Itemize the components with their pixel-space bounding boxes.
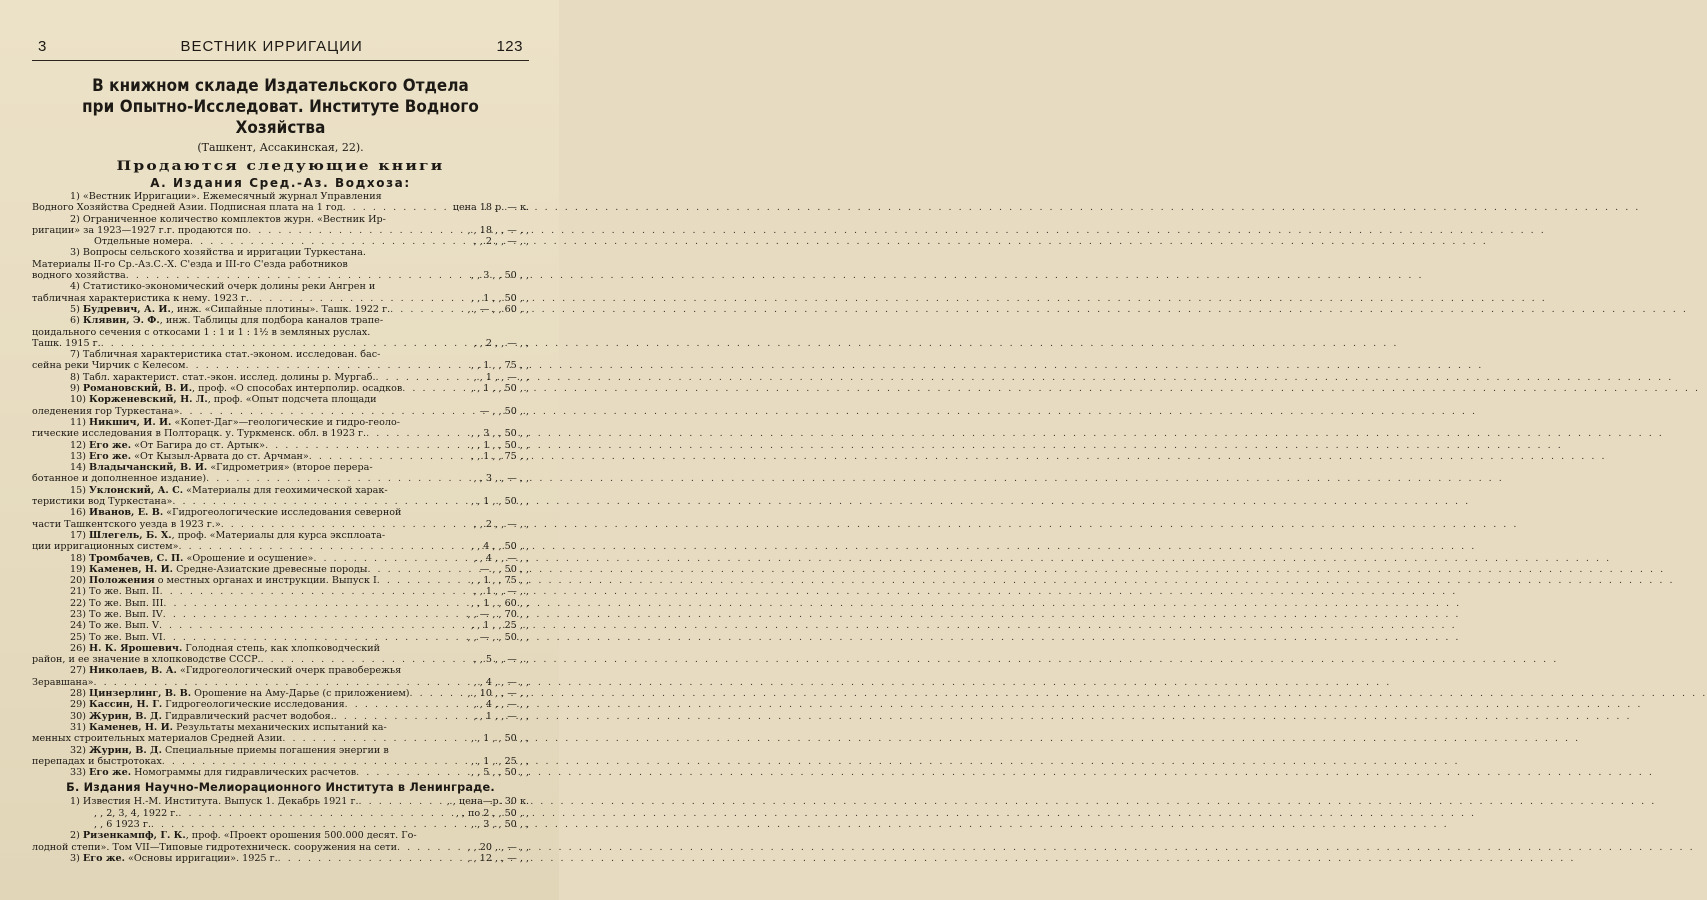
catalog-entry-line xyxy=(32,564,529,575)
catalog-entry-line xyxy=(32,575,529,586)
page-number-left: 3 xyxy=(38,38,47,55)
catalog-entry-line xyxy=(32,440,529,451)
entry-text: 16) Иванов, Е. В. «Гидрогеологические исследования северной xyxy=(70,507,402,519)
leader-dots xyxy=(313,553,471,564)
entry-text: , , 6 1923 г. xyxy=(94,819,151,831)
entry-text: Отдельные номера xyxy=(94,236,191,248)
entry-price: , , 2 , , — , , xyxy=(473,236,529,248)
running-header xyxy=(32,38,529,61)
leader-dots xyxy=(343,202,451,213)
entry-text: табличная характеристика к нему. 1923 г. xyxy=(32,292,250,304)
catalog-entry-line xyxy=(32,530,529,541)
entry-price: , , 3 , , 50 , , xyxy=(471,819,529,831)
leader-dots xyxy=(265,440,469,451)
entry-price: , , 2 , , — , , xyxy=(473,518,529,530)
leader-dots xyxy=(248,225,465,236)
entry-text: 26) Н. К. Ярошевич. Голодная степь, как хлопководческий xyxy=(70,642,381,654)
entry-price: , , цена—р. 30 к. xyxy=(446,796,529,808)
leader-dots xyxy=(163,609,466,620)
leader-dots xyxy=(390,304,465,315)
entry-price: , , — , , 60 , , xyxy=(467,303,529,315)
entry-text: менных строительных материалов Средней Азии xyxy=(32,733,283,745)
catalog-entry-line xyxy=(32,842,529,853)
entry-price: , , 10 , , — , , xyxy=(467,688,529,700)
catalog-entry-line xyxy=(32,485,529,496)
leader-dots xyxy=(221,519,472,530)
entry-text: цоидального сечения с откосами 1 : 1 и 1 : 1½ в земляных руслах. xyxy=(32,326,371,338)
entry-price: , , 5 , , — , , xyxy=(473,654,529,666)
catalog-entry-line xyxy=(32,214,529,225)
catalog-entry-line xyxy=(32,665,529,676)
leader-dots xyxy=(190,236,472,247)
catalog-entry-line xyxy=(32,541,529,552)
section-a-list xyxy=(32,191,529,778)
entry-text: 1) Известия Н.-М. Института. Выпуск 1. Декабрь 1921 г. xyxy=(70,796,359,808)
entry-price: , , 4 , , — , , xyxy=(473,552,529,564)
catalog-entry-line xyxy=(32,586,529,597)
entry-text: ботанное и дополненное издание) xyxy=(32,473,207,485)
catalog-entry-line xyxy=(32,620,529,631)
leader-dots xyxy=(126,270,469,281)
entry-price: , , 4 , , — , , xyxy=(473,699,529,711)
entry-text: 17) Шлегель, Б. Х., проф. «Материалы для курса эксплоата- xyxy=(70,529,386,541)
catalog-entry-line xyxy=(32,281,529,292)
entry-text: Зеравшана» xyxy=(32,676,94,688)
catalog-entry-line xyxy=(32,654,529,665)
entry-text: 8) Табл. характерист. стат.-экон. исслед. долины р. Мургаб. xyxy=(70,371,376,383)
entry-price: , , 1 , , — , , xyxy=(473,586,529,598)
leader-dots xyxy=(334,711,472,722)
entry-price: , , — , , 50 , , xyxy=(467,631,529,643)
entry-text: 21) То же. Вып. II xyxy=(70,586,160,598)
entry-price: , , 1 , , 75 , , xyxy=(471,450,529,462)
entry-text: , , 2, 3, 4, 1922 г. xyxy=(94,807,179,819)
catalog-entry-line xyxy=(32,609,529,620)
entry-price: , , — , , 70 , , xyxy=(467,608,529,620)
entry-text: теристики вод Туркестана» xyxy=(32,496,173,508)
catalog-entry-line xyxy=(32,451,529,462)
entry-text: 19) Каменев, Н. И. Средне-Азиатские древесные породы xyxy=(70,563,368,575)
catalog-entry-line xyxy=(32,830,529,841)
catalog-entry-line xyxy=(32,677,529,688)
section-b-list xyxy=(32,796,529,864)
catalog-entry-line xyxy=(32,270,529,281)
catalog-entry-line xyxy=(32,643,529,654)
leader-dots xyxy=(376,372,472,383)
entry-text: 14) Владычанский, В. И. «Гидрометрия» (второе перера- xyxy=(70,462,373,474)
entry-price: , , 4 , , 50 , , xyxy=(471,541,529,553)
entry-text: 20) Положения о местных органах и инструкции. Выпуск I xyxy=(70,575,377,587)
catalog-entry-line xyxy=(32,360,529,371)
leader-dots xyxy=(359,796,445,807)
entry-price: , , 20 , , — , , xyxy=(467,841,529,853)
entry-text: Водного Хозяйства Средней Азии. Подписная плата на 1 год xyxy=(32,202,343,214)
entry-text: Материалы II-го Ср.-Аз.С.-Х. С'езда и III-го С'езда работников xyxy=(32,258,348,270)
leader-dots xyxy=(366,428,469,439)
leader-dots xyxy=(402,383,469,394)
entry-price: , , 12 , , — , , xyxy=(467,852,529,864)
catalog-entry-line xyxy=(32,767,529,778)
leader-dots xyxy=(410,688,466,699)
entry-text: 25) То же. Вып. VI xyxy=(70,631,163,643)
leader-dots xyxy=(397,842,466,853)
advert-title-line2: при Опытно-Исследоват. Институте Водного Хозяйства xyxy=(82,97,479,137)
entry-text: оледенения гор Туркестана» xyxy=(32,405,180,417)
catalog-entry-line xyxy=(32,304,529,315)
entry-text: 15) Уклонский, А. С. «Материалы для геохимической харак- xyxy=(70,484,388,496)
entry-text: ции ирригационных систем» xyxy=(32,541,179,553)
catalog-entry-line xyxy=(32,202,529,213)
entry-text: 31) Каменев, Н. И. Результаты механических испытаний ка- xyxy=(70,721,387,733)
entry-text: 23) То же. Вып. IV xyxy=(70,608,163,620)
leader-dots xyxy=(206,473,472,484)
catalog-entry-line xyxy=(32,372,529,383)
leader-dots xyxy=(163,598,469,609)
entry-price: , , 2 , , — , , xyxy=(473,337,529,349)
entry-text: 2) Ограниченное количество комплектов журн. «Вестник Ир- xyxy=(70,213,386,225)
leader-dots xyxy=(186,360,470,371)
entry-text: 30) Журин, В. Д. Гидравлический расчет водобоя. xyxy=(70,710,334,722)
leader-dots xyxy=(101,338,472,349)
catalog-entry-line xyxy=(32,247,529,258)
leader-dots xyxy=(261,654,472,665)
catalog-entry-line xyxy=(32,259,529,270)
entry-price: , , 3 , , 50 , , xyxy=(471,270,529,282)
entry-text: 27) Николаев, В. А. «Гидрогеологический очерк правобережья xyxy=(70,665,402,677)
entry-text: ригации» за 1923—1927 г.г. продаются по xyxy=(32,224,249,236)
journal-title: ВЕСТНИК ИРРИГАЦИИ xyxy=(180,38,363,55)
leader-dots xyxy=(367,564,477,575)
entry-text: 1) «Вестник Ирригации». Ежемесячный журнал Управления xyxy=(70,191,382,202)
leader-dots xyxy=(163,632,466,643)
entry-text: 33) Его же. Номограммы для гидравлических расчетов xyxy=(70,767,357,779)
advert-title xyxy=(52,75,509,138)
leader-dots xyxy=(179,541,470,552)
entry-text: гические исследования в Полторацк. у. Туркменск. обл. в 1923 г. xyxy=(32,428,367,440)
entry-price: , , 1 , , 75 , , xyxy=(471,360,529,372)
entry-price: цена 18 р. — к. xyxy=(452,202,529,214)
catalog-entry-line xyxy=(32,796,529,807)
catalog-entry-line xyxy=(32,688,529,699)
address: (Ташкент, Ассакинская, 22). xyxy=(197,141,364,154)
page xyxy=(0,0,559,900)
leader-dots xyxy=(159,620,469,631)
entry-price: , , 1 , , — , , xyxy=(473,371,529,383)
entry-price: , , 1 , , 50 , , xyxy=(471,292,529,304)
catalog-entry-line xyxy=(32,722,529,733)
entry-price: , , 1 , , 25 , , xyxy=(471,620,529,632)
entry-price: , , 1 , , 75 , , xyxy=(471,575,529,587)
leader-dots xyxy=(160,586,472,597)
leader-dots xyxy=(377,575,469,586)
catalog-entry-line xyxy=(32,406,529,417)
section-a-heading: А. Издания Сред.-Аз. Водхоза: xyxy=(150,176,411,190)
catalog-entry-line xyxy=(32,462,529,473)
entry-price: , , 3 , , 50 , , xyxy=(471,428,529,440)
leader-dots xyxy=(151,819,469,830)
entry-text: 7) Табличная характеристика стат.-эконом. исследован. бас- xyxy=(70,349,381,361)
entry-text: 29) Кассин, Н. Г. Гидрогеологические исследования xyxy=(70,699,345,711)
entry-text: 4) Статистико-экономический очерк долины реки Ангрен и xyxy=(70,281,376,293)
leader-dots xyxy=(249,293,469,304)
entry-text: сейна реки Чирчик с Келесом xyxy=(32,360,186,372)
leader-dots xyxy=(356,767,469,778)
leader-dots xyxy=(278,853,466,864)
catalog-entry-line xyxy=(32,428,529,439)
catalog-entry-line xyxy=(32,745,529,756)
catalog-entry-line xyxy=(32,473,529,484)
entry-text: 24) То же. Вып. V xyxy=(70,620,159,632)
leader-dots xyxy=(162,756,469,767)
catalog-entry-line xyxy=(32,598,529,609)
entry-text: Ташк. 1915 г. xyxy=(32,337,101,349)
entry-text: перепадах и быстротоках xyxy=(32,755,162,767)
entry-price: , , 5 , , 50 , , xyxy=(471,767,529,779)
entry-text: 28) Цинзерлинг, В. В. Орошение на Аму-Дарье (с приложением) xyxy=(70,688,410,700)
catalog-entry-line xyxy=(32,225,529,236)
entry-price: , , 4 , , — , , xyxy=(473,676,529,688)
catalog-entry-line xyxy=(32,383,529,394)
entry-price: , , 1 , , 50 , , xyxy=(471,496,529,508)
catalog-entry-line xyxy=(32,496,529,507)
catalog-entry-line xyxy=(32,853,529,864)
entry-text: район, и ее значение в хлопководстве СССР. xyxy=(32,654,261,666)
catalog-entry-line xyxy=(32,349,529,360)
leader-dots xyxy=(345,699,472,710)
entry-price: , , 1 , , 25 , , xyxy=(471,755,529,767)
catalog-entry-line xyxy=(32,553,529,564)
entry-text: 6) Клявин, Э. Ф., инж. Таблицы для подбора каналов трапе- xyxy=(70,315,384,327)
advert-title-line1: В книжном складе Издательского Отдела xyxy=(92,76,469,95)
entry-text: 13) Его же. «От Кызыл-Арвата до ст. Арчман» xyxy=(70,450,309,462)
entry-price: — , , 50 , , xyxy=(479,405,529,417)
entry-price: , , 1 , , 60 , , xyxy=(471,597,529,609)
catalog-entry-line xyxy=(32,808,529,819)
catalog-entry-line xyxy=(32,632,529,643)
leader-dots xyxy=(172,496,469,507)
entry-price: , , по 2 , , 50 , , xyxy=(455,807,529,819)
entry-price: , , 3 , , — , , xyxy=(473,473,529,485)
entry-price: , , 1 , , 50 , , xyxy=(471,383,529,395)
catalog-entry-line xyxy=(32,338,529,349)
section-b-heading: Б. Издания Научно-Мелиорационного Института в Ленинграде. xyxy=(66,781,495,795)
entry-text: лодной степи». Том VII—Типовые гидротехническ. сооружения на сети xyxy=(32,841,397,853)
catalog-entry-line xyxy=(32,519,529,530)
catalog-entry-line xyxy=(32,699,529,710)
entry-price: , , 1 , , 50 , , xyxy=(471,733,529,745)
catalog-entry-line xyxy=(32,315,529,326)
entry-price: , , 1 , , 50 , , xyxy=(471,439,529,451)
entry-price: , , 1 , , — , , xyxy=(473,710,529,722)
catalog-entry-line xyxy=(32,293,529,304)
leader-dots xyxy=(178,808,453,819)
catalog-entry-line xyxy=(32,394,529,405)
catalog-entry-line xyxy=(32,507,529,518)
catalog-entry-line xyxy=(32,191,529,202)
leader-dots xyxy=(179,406,477,417)
entry-text: 3) Его же. «Основы ирригации». 1925 г. xyxy=(70,852,278,864)
catalog-entry-line xyxy=(32,819,529,830)
page-number-right: 123 xyxy=(496,38,523,55)
entry-text: 3) Вопросы сельского хозяйства и ирригации Туркестана. xyxy=(70,247,366,259)
leader-dots xyxy=(94,677,472,688)
catalog-entry-line xyxy=(32,711,529,722)
entry-text: 22) То же. Вып. III xyxy=(70,597,164,609)
entry-text: части Ташкентского уезда в 1923 г.» xyxy=(32,518,221,530)
entry-text: 10) Корженевский, Н. Л., проф. «Опыт подсчета площади xyxy=(70,394,377,406)
entry-price: , , 18 , , — , , xyxy=(467,224,529,236)
entry-text: 5) Будревич, А. И., инж. «Сипайные плотины». Ташк. 1922 г. xyxy=(70,303,391,315)
catalog-entry-line xyxy=(32,417,529,428)
sale-heading: Продаются следующие книги xyxy=(116,157,445,174)
entry-text: 9) Романовский, В. И., проф. «О способах интерполир. осадков xyxy=(70,383,403,395)
entry-text: 12) Его же. «От Багира до ст. Артык» xyxy=(70,439,266,451)
catalog-entry-line xyxy=(32,756,529,767)
catalog-entry-line xyxy=(32,733,529,744)
entry-price: — , , 50 , , xyxy=(479,563,529,575)
catalog-entry-line xyxy=(32,236,529,247)
leader-dots xyxy=(309,451,469,462)
catalog-entry-line xyxy=(32,327,529,338)
entry-text: 2) Ризенкампф, Г. К., проф. «Проект орошения 500.000 десят. Го- xyxy=(70,830,417,842)
leader-dots xyxy=(282,733,469,744)
entry-text: водного хозяйства xyxy=(32,270,126,282)
entry-text: 18) Тромбачев, С. П. «Орошение и осушение» xyxy=(70,552,314,564)
entry-text: 11) Никшич, И. И. «Копет-Даг»—геологические и гидро-геоло- xyxy=(70,416,400,428)
entry-text: 32) Журин, В. Д. Специальные приемы погашения энергии в xyxy=(70,744,389,756)
